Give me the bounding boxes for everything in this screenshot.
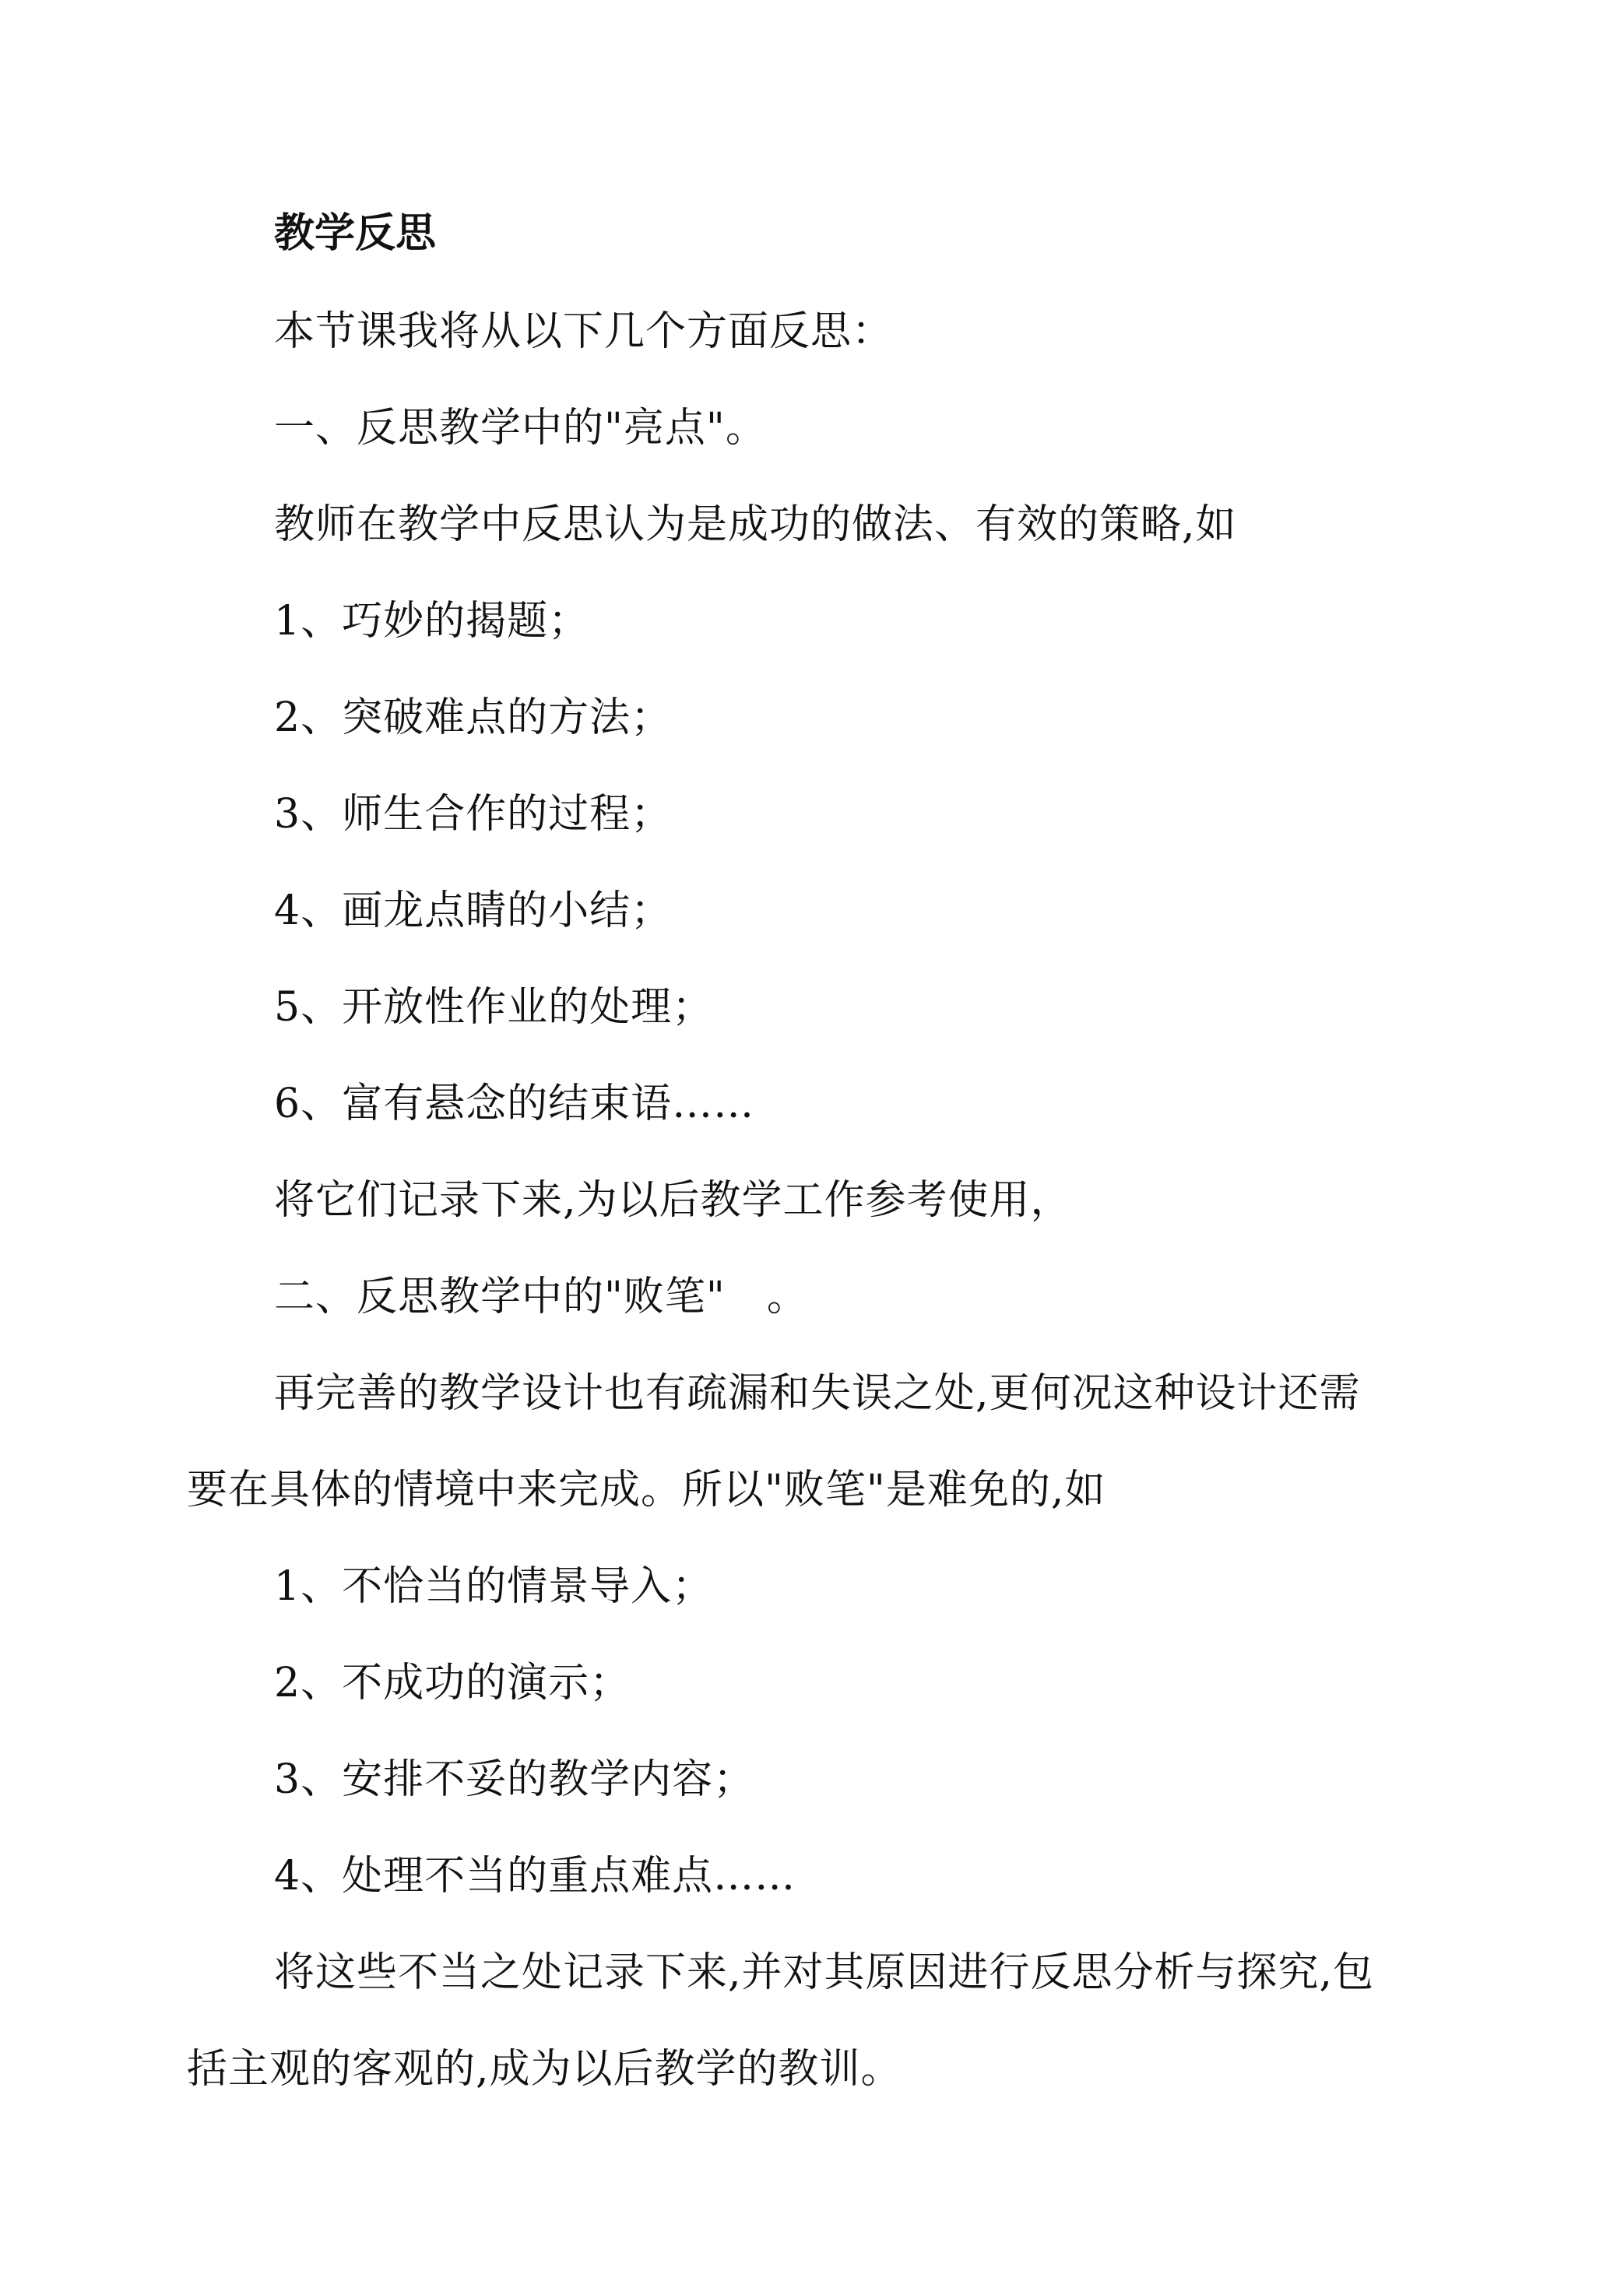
section1-list-item: 5、开放性作业的处理； [274,984,714,1031]
document-title: 教学反思 [274,209,437,257]
section2-list-item: 2、不成功的演示； [274,1660,631,1706]
section1-closing: 将它们记录下来,为以后教学工作参考使用， [274,1177,1072,1224]
section2-list-item: 1、不恰当的情景导入； [274,1563,714,1610]
section1-list-item: 2、突破难点的方法； [274,694,673,741]
section2-closing-line1: 将这些不当之处记录下来,并对其原因进行反思分析与探究,包 [274,1949,1375,1996]
section1-list-item: 4、画龙点睛的小结； [274,887,673,934]
section2-lead-line2: 要在具体的情境中来完成。所以"败笔"是难免的,如 [187,1467,1106,1513]
section2-closing-line2: 括主观的客观的,成为以后教学的教训。 [187,2046,902,2093]
section2-heading: 二、反思教学中的"败笔" 。 [274,1274,808,1320]
section1-heading: 一、反思教学中的"亮点"。 [274,405,767,452]
section2-lead-line1: 再完善的教学设计也有疏漏和失误之处,更何况这种设计还需 [274,1370,1361,1417]
section1-list-item: 3、师生合作的过程； [274,791,673,838]
section1-list-item: 6、富有悬念的结束语…… [274,1081,755,1127]
section2-list-item: 3、安排不妥的教学内容； [274,1756,755,1803]
section2-list-item: 4、处理不当的重点难点…… [274,1853,796,1900]
section1-list-item: 1、巧妙的揭题； [274,598,590,645]
section1-lead: 教师在教学中反思认为是成功的做法、有效的策略,如 [274,501,1237,548]
intro-paragraph: 本节课我将从以下几个方面反思： [274,308,894,355]
